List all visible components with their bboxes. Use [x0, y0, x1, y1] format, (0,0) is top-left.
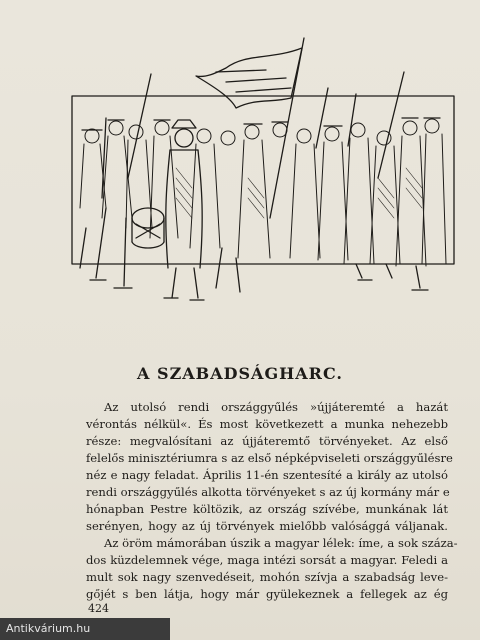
text-line: része: megvalósítani az újjáteremtő törvényeket. Az első [86, 434, 448, 448]
text-line: néz e nagy feladat. Április 11-én szentesíté a király az utolsó [86, 468, 448, 482]
text-line: mult sok nagy szenvedéseit, mohón szívja a szabadság leve- [86, 570, 448, 584]
text-line: vérontás nélkül«. És most következett a munka nehezebb [86, 417, 448, 431]
text-line: dos küzdelemnek vége, maga intézi sorsát a magyar. Feledi a [86, 553, 448, 567]
chapter-title: A SZABADSÁGHARC. [137, 364, 343, 383]
watermark-label: Antikvárium.hu [0, 618, 170, 640]
chapter-body-text [86, 399, 458, 603]
page-number: 424 [88, 602, 109, 615]
text-line: Az utolsó rendi országgyűlés »újjáteremté a hazát [104, 400, 448, 414]
text-line: serényen, hogy az új törvények mielőbb valósággá váljanak. [86, 519, 448, 533]
text-line: Az öröm mámorában úszik a magyar lélek: íme, a sok száza- [104, 536, 458, 550]
text-line: hónapban Pestre költözik, az ország szívébe, munkának lát [86, 502, 448, 516]
text-line: gőjét s ben látja, hogy már gyülekeznek a fellegek az ég [86, 587, 448, 601]
text-line: felelős minisztériumra s az első népképviseleti országgyűlésre [86, 451, 453, 465]
revolution-crowd-illustration [66, 28, 458, 318]
text-line: rendi országgyűlés alkotta törvényeket s az új kormány már e [86, 485, 450, 499]
